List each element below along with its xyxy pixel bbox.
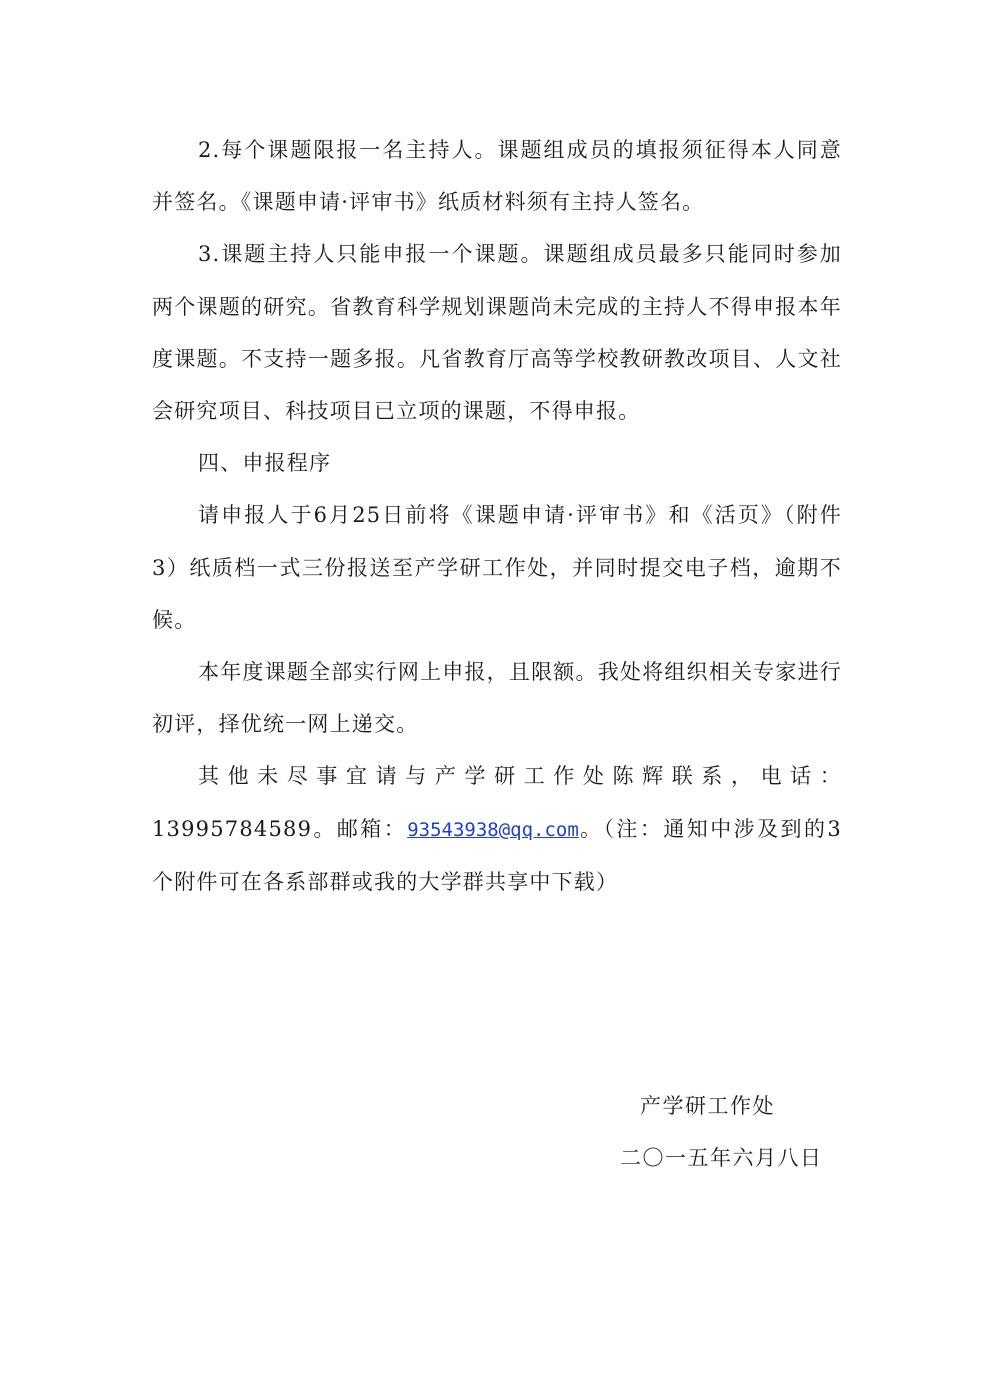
signature-organization: 产学研工作处 [640,1094,775,1118]
paragraph-item-2: 2.每个课题限报一名主持人。课题组成员的填报须征得本人同意并签名。《课题申请·评审书》纸质材料须有主持人签名。 [152,138,842,215]
paragraph-contact [152,750,842,908]
paragraph-item-3: 3.课题主持人只能申报一个课题。课题组成员最多只能同时参加两个课题的研究。省教育科学规划课题尚未完成的主持人不得申报本年度课题。不支持一题多报。凡省教育厅高等学校教研教改项目、人文社会研究项目、科技项目已立项的课题，不得申报。 [152,242,842,424]
signature-date: 二〇一五年六月八日 [620,1146,823,1170]
document-body [152,124,842,908]
attachment-note: 。（注：通知中涉及到的3个附件可在各系部群或我的大学群共享中下载） [152,816,842,894]
contact-text: 其他未尽事宜请与产学研工作处陈辉联系，电话：13995784589。邮箱： [152,764,842,841]
paragraph-online-submission: 本年度课题全部实行网上申报，且限额。我处将组织相关专家进行初评，择优统一网上递交。 [152,660,842,737]
email-link[interactable]: 93543938@qq.com [407,818,579,841]
section-heading-application-procedure: 四、申报程序 [198,451,332,476]
paragraph-procedure: 请申报人于6月25日前将《课题申请·评审书》和《活页》（附件3）纸质档一式三份报送至产学研工作处，并同时提交电子档，逾期不候。 [152,503,842,632]
